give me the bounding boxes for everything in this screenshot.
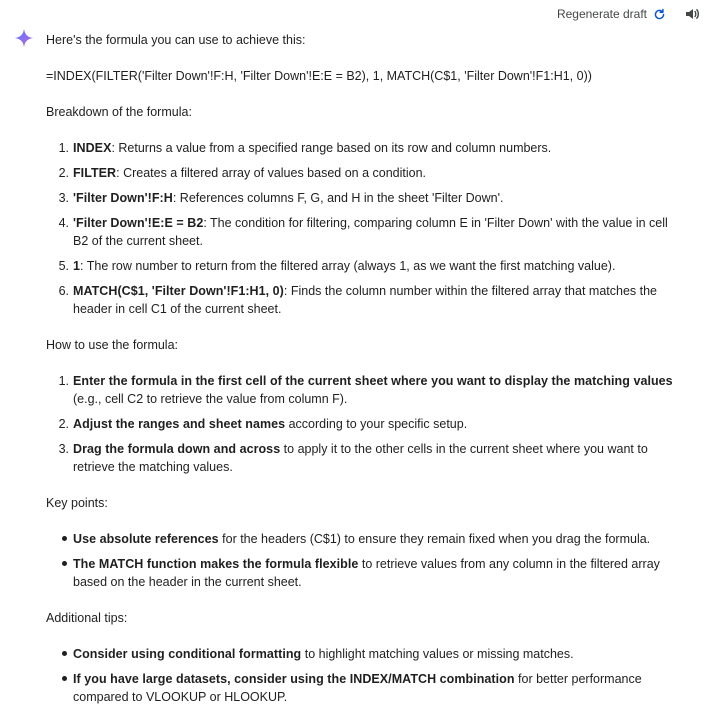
gemini-sparkle-icon xyxy=(14,28,34,48)
list-item xyxy=(46,372,686,408)
list-number: 3. xyxy=(58,191,69,205)
list-text: (e.g., cell C2 to retrieve the value from column F). xyxy=(73,392,348,406)
bullet-icon xyxy=(46,645,73,663)
list-item xyxy=(46,555,686,591)
breakdown-list xyxy=(46,139,686,318)
list-number: 6. xyxy=(58,284,69,298)
list-number: 2. xyxy=(58,417,69,431)
list-number: 1. xyxy=(58,374,69,388)
tips-heading: Additional tips: xyxy=(46,611,128,625)
read-aloud-button[interactable] xyxy=(684,6,700,22)
list-term: Adjust the ranges and sheet names xyxy=(73,417,286,431)
regenerate-label: Regenerate draft xyxy=(556,7,647,21)
list-term: Enter the formula in the first cell of the current sheet where you want to display the matching values xyxy=(73,374,673,388)
list-item xyxy=(46,282,686,318)
bullet-icon xyxy=(46,670,73,706)
list-text: for the headers (C$1) to ensure they remain fixed when you drag the formula. xyxy=(218,532,651,546)
speaker-icon xyxy=(684,6,700,22)
list-item xyxy=(46,530,686,548)
refresh-icon xyxy=(653,8,666,21)
response-body xyxy=(46,31,686,724)
list-number: 2. xyxy=(58,166,69,180)
list-number: 4. xyxy=(58,216,69,230)
list-item xyxy=(46,139,686,157)
keypoints-heading: Key points: xyxy=(46,496,108,510)
list-item xyxy=(46,164,686,182)
howto-list xyxy=(46,372,686,476)
howto-heading: How to use the formula: xyxy=(46,338,179,352)
list-item xyxy=(46,670,686,706)
list-item xyxy=(46,415,686,433)
list-item xyxy=(46,440,686,476)
list-text: : Finds the column number within the filtered array that matches the header in cell C1 of the current sheet. xyxy=(73,284,658,316)
list-term: 1 xyxy=(73,259,81,273)
list-term: If you have large datasets, consider using the INDEX/MATCH combination xyxy=(73,672,515,686)
list-item xyxy=(46,645,686,663)
formula-text: =INDEX(FILTER('Filter Down'!F:H, 'Filter Down'!E:E = B2), 1, MATCH(C$1, 'Filter Down'!F1:H1, 0)) xyxy=(46,69,592,83)
list-term: 'Filter Down'!E:E = B2 xyxy=(73,216,204,230)
list-text: : Creates a filtered array of values based on a condition. xyxy=(116,166,427,180)
list-number: 3. xyxy=(58,442,69,456)
list-text: according to your specific setup. xyxy=(285,417,468,431)
list-number: 1. xyxy=(58,141,69,155)
list-term: The MATCH function makes the formula flexible xyxy=(73,557,359,571)
list-term: 'Filter Down'!F:H xyxy=(73,191,173,205)
list-term: Use absolute references xyxy=(73,532,219,546)
list-text: : References columns F, G, and H in the sheet 'Filter Down'. xyxy=(172,191,504,205)
list-number: 5. xyxy=(58,259,69,273)
list-text: to retrieve values from any column in the filtered array based on the header in the current sheet. xyxy=(73,557,660,589)
tips-list xyxy=(46,645,686,706)
bullet-icon xyxy=(46,555,73,591)
list-term: Consider using conditional formatting xyxy=(73,647,302,661)
list-text: : The condition for filtering, comparing column E in 'Filter Down' with the value in cell B2 of the current sheet. xyxy=(73,216,668,248)
list-text: for better performance compared to VLOOKUP or HLOOKUP. xyxy=(73,672,642,704)
list-item xyxy=(46,257,686,275)
keypoints-list xyxy=(46,530,686,591)
breakdown-heading: Breakdown of the formula: xyxy=(46,105,192,119)
list-term: MATCH(C$1, 'Filter Down'!F1:H1, 0) xyxy=(73,284,284,298)
list-text: to highlight matching values or missing matches. xyxy=(301,647,574,661)
list-item xyxy=(46,189,686,207)
response-toolbar xyxy=(557,5,700,23)
list-term: INDEX xyxy=(73,141,112,155)
list-item xyxy=(46,214,686,250)
bullet-icon xyxy=(46,530,73,548)
list-text: : The row number to return from the filtered array (always 1, as we want the first matching value). xyxy=(80,259,616,273)
list-text: to apply it to the other cells in the current sheet where you want to retrieve the matching values. xyxy=(73,442,648,474)
regenerate-draft-button[interactable] xyxy=(557,7,666,21)
response-intro: Here's the formula you can use to achieve this: xyxy=(46,33,306,47)
list-term: FILTER xyxy=(73,166,117,180)
list-text: : Returns a value from a specified range based on its row and column numbers. xyxy=(111,141,552,155)
list-term: Drag the formula down and across xyxy=(73,442,281,456)
